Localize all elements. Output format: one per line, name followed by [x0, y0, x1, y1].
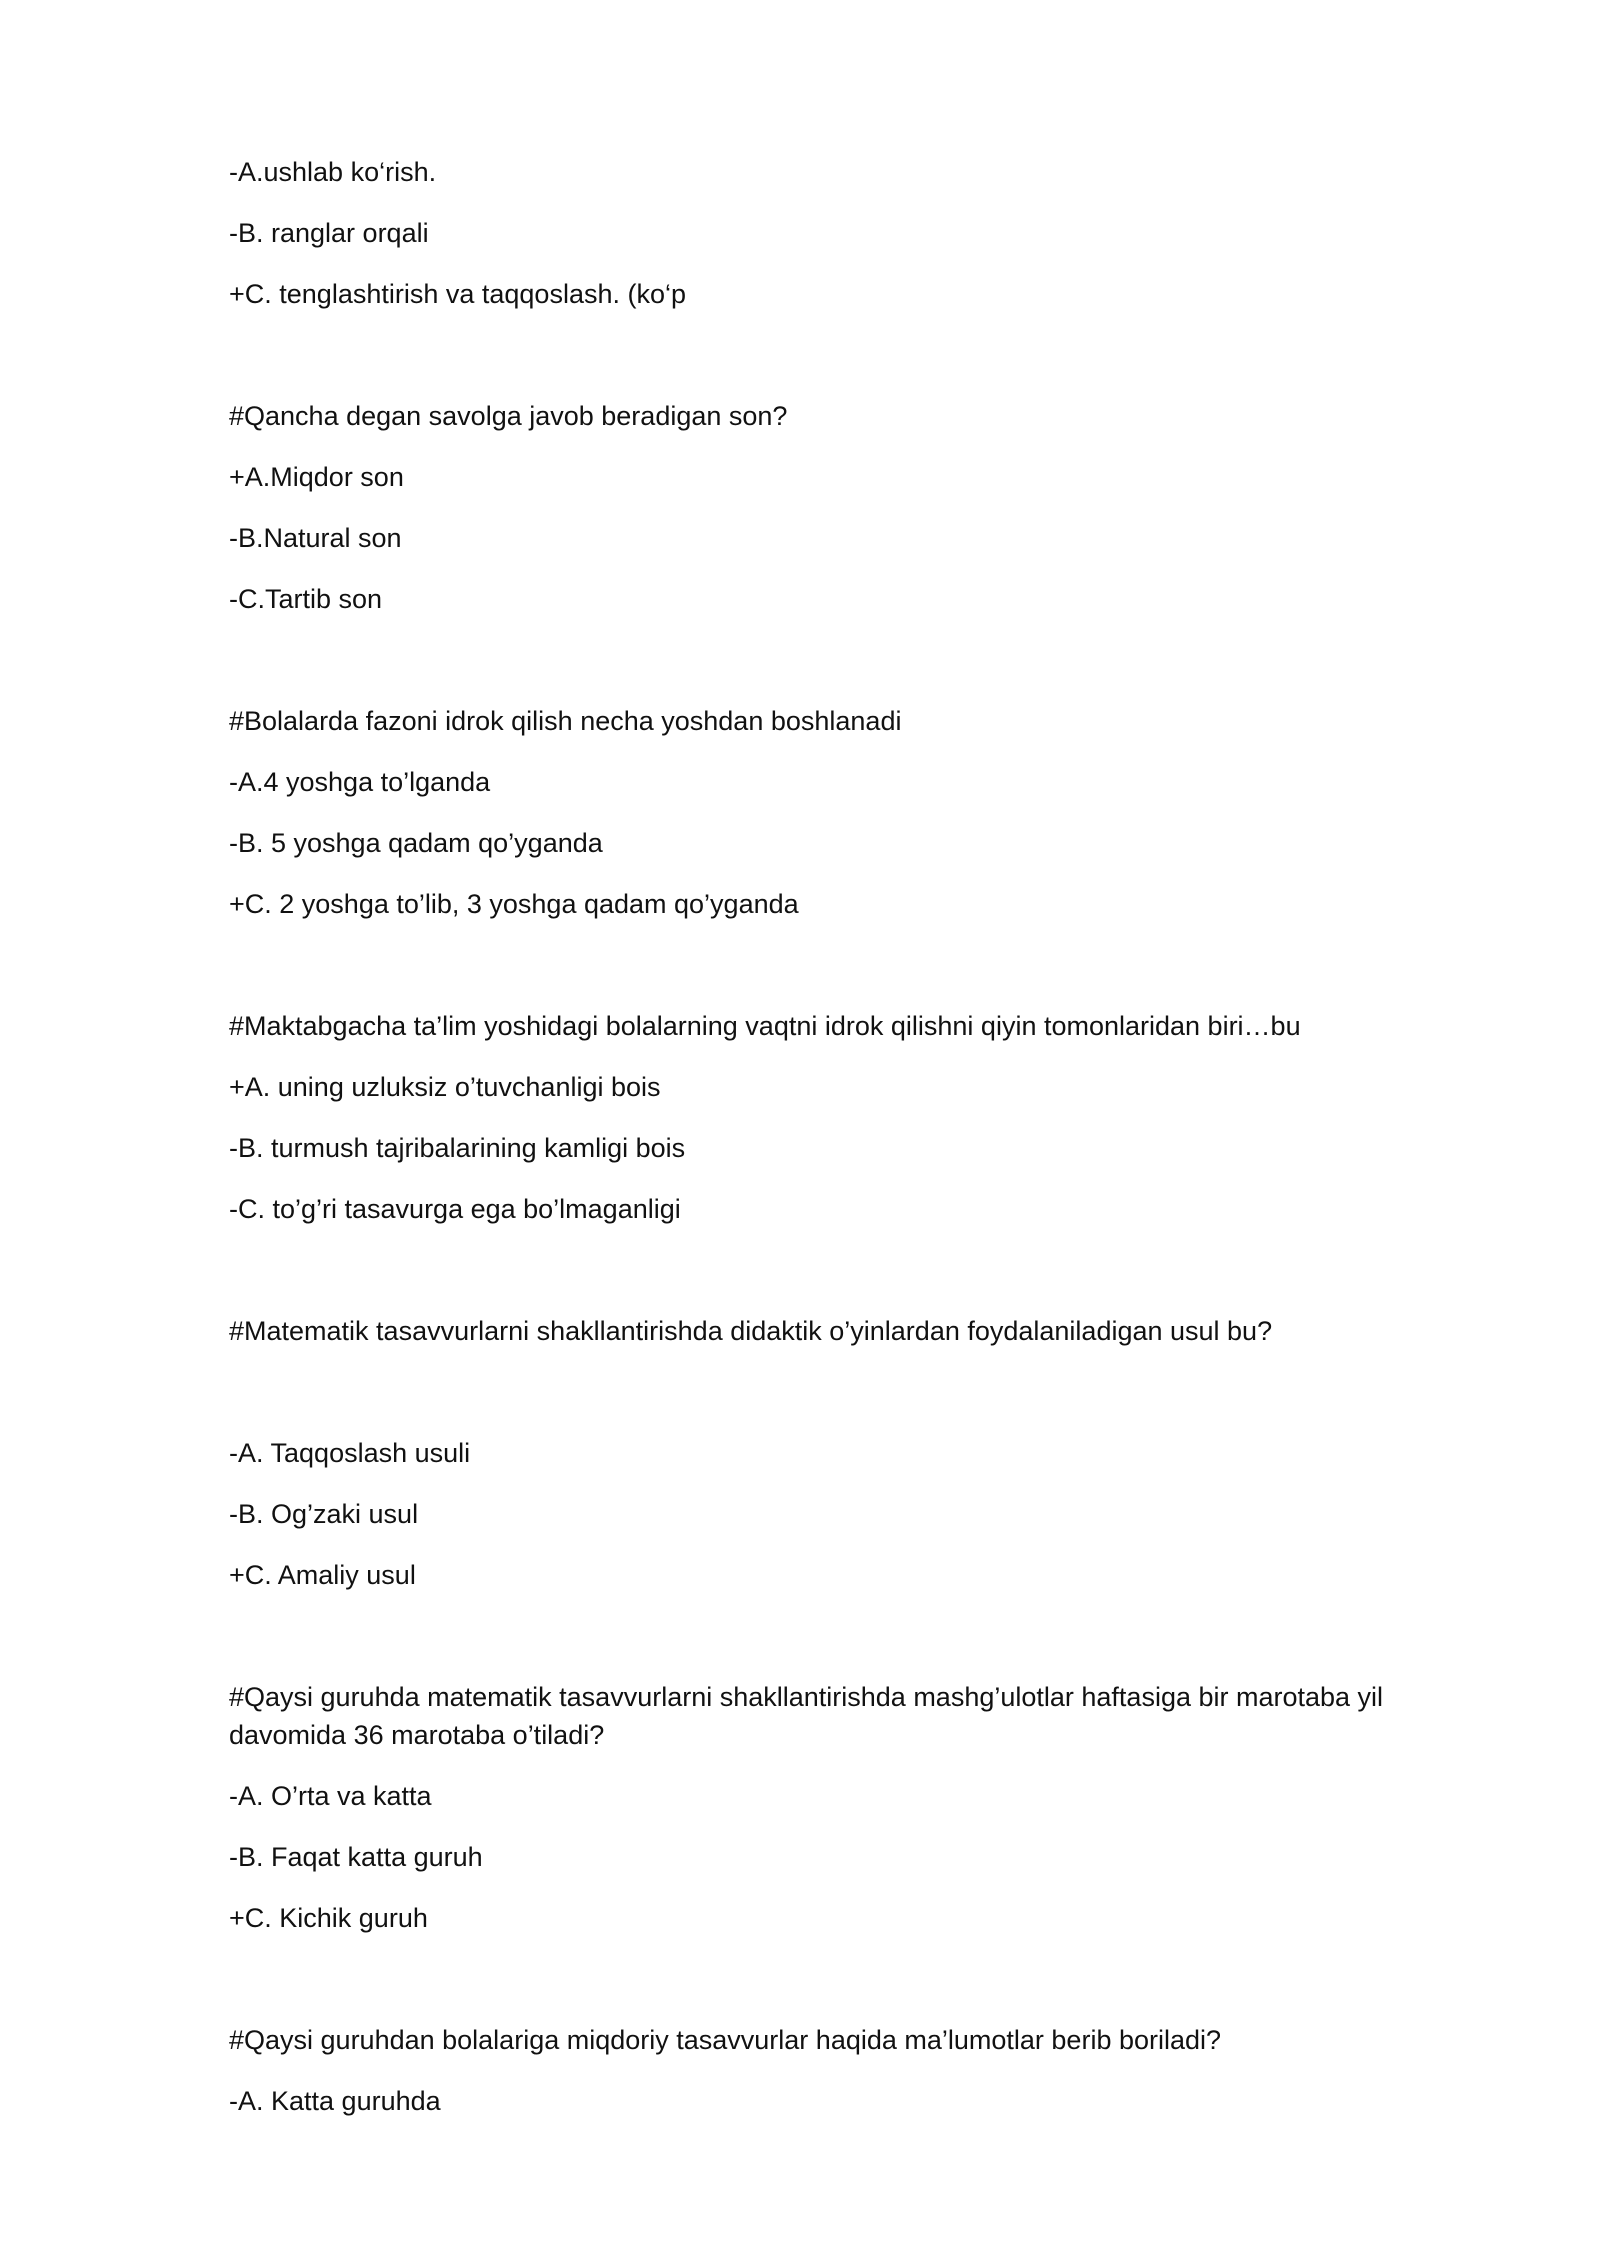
- option-b: -B. Og’zaki usul: [229, 1499, 419, 1529]
- option-c: +C. Kichik guruh: [229, 1903, 428, 1933]
- option-b: -B.Natural son: [229, 523, 402, 553]
- option-b: -B. turmush tajribalarining kamligi bois: [229, 1133, 686, 1163]
- option-c: +C. Amaliy usul: [229, 1560, 416, 1590]
- question-text: #Qaysi guruhda matematik tasavvurlarni shakllantirishda mashg’ulotlar haftasiga bir marotaba yil davomida 36 marotaba o’tiladi?: [229, 1682, 1384, 1750]
- question-text: #Maktabgacha ta’lim yoshidagi bolalarning vaqtni idrok qilishni qiyin tomonlaridan biri…bu: [229, 1011, 1301, 1041]
- option-b: -B. ranglar orqali: [229, 218, 429, 248]
- option-c: +C. 2 yoshga to’lib, 3 yoshga qadam qo’yganda: [229, 889, 799, 919]
- question-text: #Qaysi guruhdan bolalariga miqdoriy tasavvurlar haqida ma’lumotlar berib boriladi?: [229, 2025, 1222, 2055]
- question-text: #Matematik tasavvurlarni shakllantirishda didaktik o’yinlardan foydalaniladigan usul bu?: [229, 1316, 1273, 1346]
- option-b: -B. Faqat katta guruh: [229, 1842, 483, 1872]
- option-c: -C. to’g’ri tasavurga ega bo’lmaganligi: [229, 1194, 681, 1224]
- option-a: -A. Taqqoslash usuli: [229, 1438, 471, 1468]
- option-a: -A.4 yoshga to’lganda: [229, 767, 491, 797]
- option-a: -A. O’rta va katta: [229, 1781, 432, 1811]
- option-a: -A. Katta guruhda: [229, 2086, 441, 2116]
- option-b: -B. 5 yoshga qadam qo’yganda: [229, 828, 603, 858]
- option-a: -A.ushlab ko‘rish.: [229, 157, 437, 187]
- option-a: +A. uning uzluksiz o’tuvchanligi bois: [229, 1072, 661, 1102]
- question-text: #Bolalarda fazoni idrok qilish necha yoshdan boshlanadi: [229, 706, 902, 736]
- option-c: +C. tenglashtirish va taqqoslash. (ko‘p: [229, 279, 686, 309]
- question-text: #Qancha degan savolga javob beradigan son?: [229, 401, 788, 431]
- option-a: +A.Miqdor son: [229, 462, 404, 492]
- option-c: -C.Tartib son: [229, 584, 383, 614]
